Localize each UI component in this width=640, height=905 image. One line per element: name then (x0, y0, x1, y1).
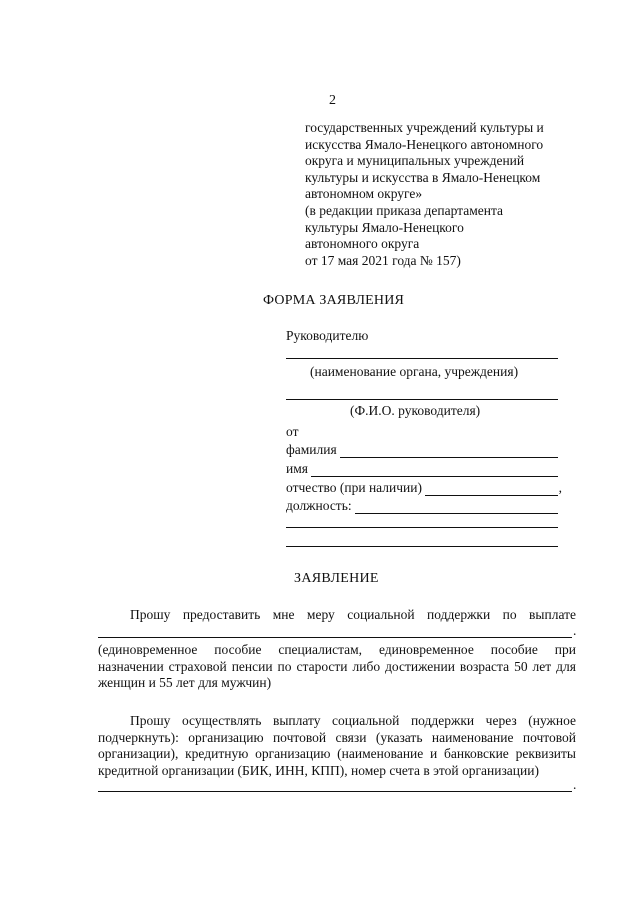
header-line: автономного округа (305, 236, 420, 252)
position-line (355, 501, 558, 514)
note-line: (единовременное пособие специалистам, единовременное пособие при (98, 642, 576, 657)
benefit-type-period: . (573, 623, 577, 638)
head-name-line (286, 399, 558, 400)
header-line: искусства Ямало-Ненецкого автономного (305, 136, 544, 152)
paragraph2-line: кредитной организации (БИК, ИНН, КПП), номер счета в этой организации) (98, 762, 539, 778)
header-line: от 17 мая 2021 года № 157) (305, 252, 461, 268)
paragraph2-line: подчеркнуть): организацию почтовой связи (указать наименование почтовой (98, 729, 576, 745)
paragraph1-line1: Прошу предоставить мне меру социальной поддержки по выплате (130, 607, 576, 622)
header-line: культуры Ямало-Ненецкого (305, 219, 464, 235)
benefit-type-line (98, 637, 572, 638)
header-line: автономном округе» (305, 186, 423, 202)
first-name-line (311, 464, 558, 477)
payment-details-line (98, 791, 572, 792)
note-line: назначении страховой пенсии по старости либо достижении возраста 50 лет для (98, 658, 576, 674)
first-name-label: имя (286, 461, 308, 476)
header-line: государственных учреждений культуры и (305, 120, 544, 135)
patronymic-field (286, 480, 562, 496)
patronymic-comma: , (558, 480, 562, 495)
form-title: ФОРМА ЗАЯВЛЕНИЯ (263, 293, 405, 308)
org-name-line (286, 358, 558, 359)
statement-title: ЗАЯВЛЕНИЕ (294, 571, 379, 586)
surname-field (286, 442, 558, 458)
note-line: женщин и 55 лет для мужчин) (98, 675, 272, 690)
payment-details-period: . (573, 777, 577, 792)
patronymic-label: отчество (при наличии) (286, 480, 422, 495)
patronymic-line (425, 483, 558, 496)
position-field (286, 498, 558, 514)
from-label: от (286, 424, 299, 439)
header-line: (в редакции приказа департамента (305, 202, 504, 218)
extra-line-2 (286, 546, 558, 547)
header-line: округа и муниципальных учреждений (305, 153, 525, 169)
paragraph2-line: Прошу осуществлять выплату социальной поддержки через (нужное (130, 713, 576, 728)
header-block (305, 120, 544, 269)
surname-label: фамилия (286, 442, 337, 457)
paragraph2 (98, 713, 576, 779)
benefit-note (98, 642, 576, 692)
page-number: 2 (329, 93, 336, 108)
head-name-caption: (Ф.И.О. руководителя) (350, 403, 481, 418)
first-name-field (286, 461, 558, 477)
extra-line-1 (286, 527, 558, 528)
org-name-caption: (наименование органа, учреждения) (310, 364, 519, 379)
paragraph2-line: организации), кредитную организацию (наименование и банковские реквизиты (98, 746, 576, 761)
addressee-label: Руководителю (286, 328, 369, 343)
header-line: культуры и искусства в Ямало-Ненецком (305, 169, 541, 185)
surname-line (340, 445, 558, 458)
position-label: должность: (286, 498, 352, 513)
